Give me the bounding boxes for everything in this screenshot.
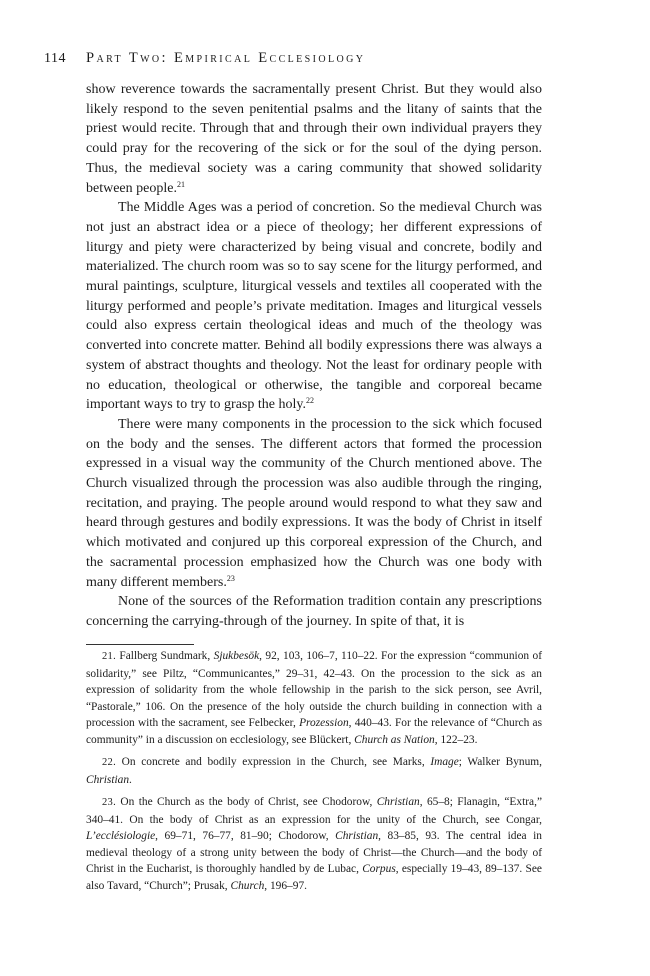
- page-number: 114: [44, 51, 66, 66]
- footnote-ref: 21: [176, 179, 185, 189]
- running-head: [44, 50, 564, 67]
- paragraph: [86, 198, 542, 415]
- footnote-title: L’ecclésiologie: [86, 830, 156, 842]
- footnote-text: , 83–85, 93. The central idea in medieval theology of a strong unity between the body of Christ—the Church—and the body of Christ in the Eucharist, is thoroughly handled by de Lubac,: [86, 830, 542, 875]
- footnote-21: [86, 648, 542, 748]
- body-text: [86, 80, 542, 632]
- paragraph-text: None of the sources of the Reformation tradition contain any prescriptions concerning the carrying-through of the journey. In spite of that, it is: [86, 594, 542, 629]
- footnote-text: , 69–71, 76–77, 81–90; Chodorow,: [155, 830, 336, 842]
- footnote-text: Fallberg Sundmark,: [116, 650, 214, 662]
- footnote-ref: 22: [305, 396, 314, 406]
- footnote-23: [86, 794, 542, 894]
- footnote-text: , especially 19–43, 89–137. See also Tavard, “Church”; Prusak,: [86, 863, 542, 892]
- paragraph-text: show reverence towards the sacramentally present Christ. But they would also likely respond to the seven penitential psalms and the litany of saints that the priest would recite. Through that and through their own individual prayers they could pray for the recovering of the sick or for the soul of the dying person. Thus, the medieval society was a caring community that showed solidarity between people.: [86, 82, 542, 196]
- footnote-rule: [86, 644, 194, 645]
- footnote-title: Church as Nation: [354, 733, 435, 746]
- footnotes: [86, 648, 542, 900]
- footnote-number: 22.: [102, 757, 117, 768]
- footnote-title: Prozession: [299, 717, 349, 729]
- footnote-text: , 92, 103, 106–7, 110–22. For the expression “communion of solidarity,” see Piltz, “Communicantes,” 29–31, 42–43. On the procession to the sick as an expression of solidarity from the whole fellowship in the parish to the sick person, see Avril, “Pastorale,” 106. On the presence of the holy outside the church building in connection with a procession with the sacrament, see Felbecker,: [86, 650, 542, 729]
- footnote-title: Church: [230, 879, 265, 892]
- footnote-number: 21.: [102, 651, 117, 662]
- paragraph-text: The Middle Ages was a period of concretion. So the medieval Church was not just an abstract idea or a piece of theology; her different expressions of liturgy and piety were characterized by being visual and concrete, bodily and materialized. The church room was so to say scene for the liturgy performed, and mural paintings, sculpture, liturgical vessels and textiles all cooperated with the liturgy performed and people’s private meditation. Images and liturgical vessels could also express certain theological ideas and much of the theology was converted into concrete matter. Behind all bodily expressions there was always a system of abstract thoughts and theology. Not the least for ordinary people with no education, theological or otherwise, the tangible and corporeal became important ways to try to grasp the holy.: [86, 200, 542, 413]
- running-title: Part Two: Empirical Ecclesiology: [86, 50, 366, 66]
- footnote-text: , 65–8; Flanagin, “Extra,” 340–41. On the body of Christ as an expression for the unity of the Church, see Congar,: [86, 796, 542, 826]
- footnote-ref: 23: [226, 573, 235, 583]
- paragraph: [86, 415, 542, 592]
- paragraph-text: There were many components in the procession to the sick which focused on the body and the senses. The different actors that formed the procession expressed in a visual way the community of the Church mentioned above. The Church visualized through the procession was also audible through the ringing, recitation, and praying. The people around would respond to what they saw and heard through gestures and bodily expressions. It was the body of Christ in itself which motivated and conjured up this corporeal expression of the Church, and the sacramental procession emphasized how the Church was one body with many different members.: [86, 416, 542, 590]
- footnote-title: Christian: [86, 773, 130, 786]
- footnote-title: Christian: [335, 830, 379, 842]
- footnote-text: ; Walker Bynum,: [458, 756, 542, 768]
- footnote-text: , 440–43. For the relevance of “Church as community” in a discussion on ecclesiology, see Blückert,: [86, 717, 543, 746]
- footnote-text: , 122–23.: [434, 733, 478, 746]
- footnote-22: [86, 754, 542, 788]
- footnote-title: Corpus: [362, 863, 396, 875]
- paragraph: [86, 80, 542, 198]
- paragraph: [86, 592, 542, 631]
- footnote-text: .: [129, 773, 132, 786]
- footnote-text: On concrete and bodily expression in the Church, see Marks,: [116, 756, 431, 768]
- footnote-text: , 196–97.: [264, 879, 307, 892]
- footnote-title: Image: [430, 756, 459, 768]
- footnote-title: Sjukbesök: [213, 650, 260, 662]
- footnote-number: 23.: [102, 797, 117, 808]
- footnote-title: Christian: [376, 796, 420, 808]
- footnote-text: On the Church as the body of Christ, see Chodorow,: [116, 796, 377, 808]
